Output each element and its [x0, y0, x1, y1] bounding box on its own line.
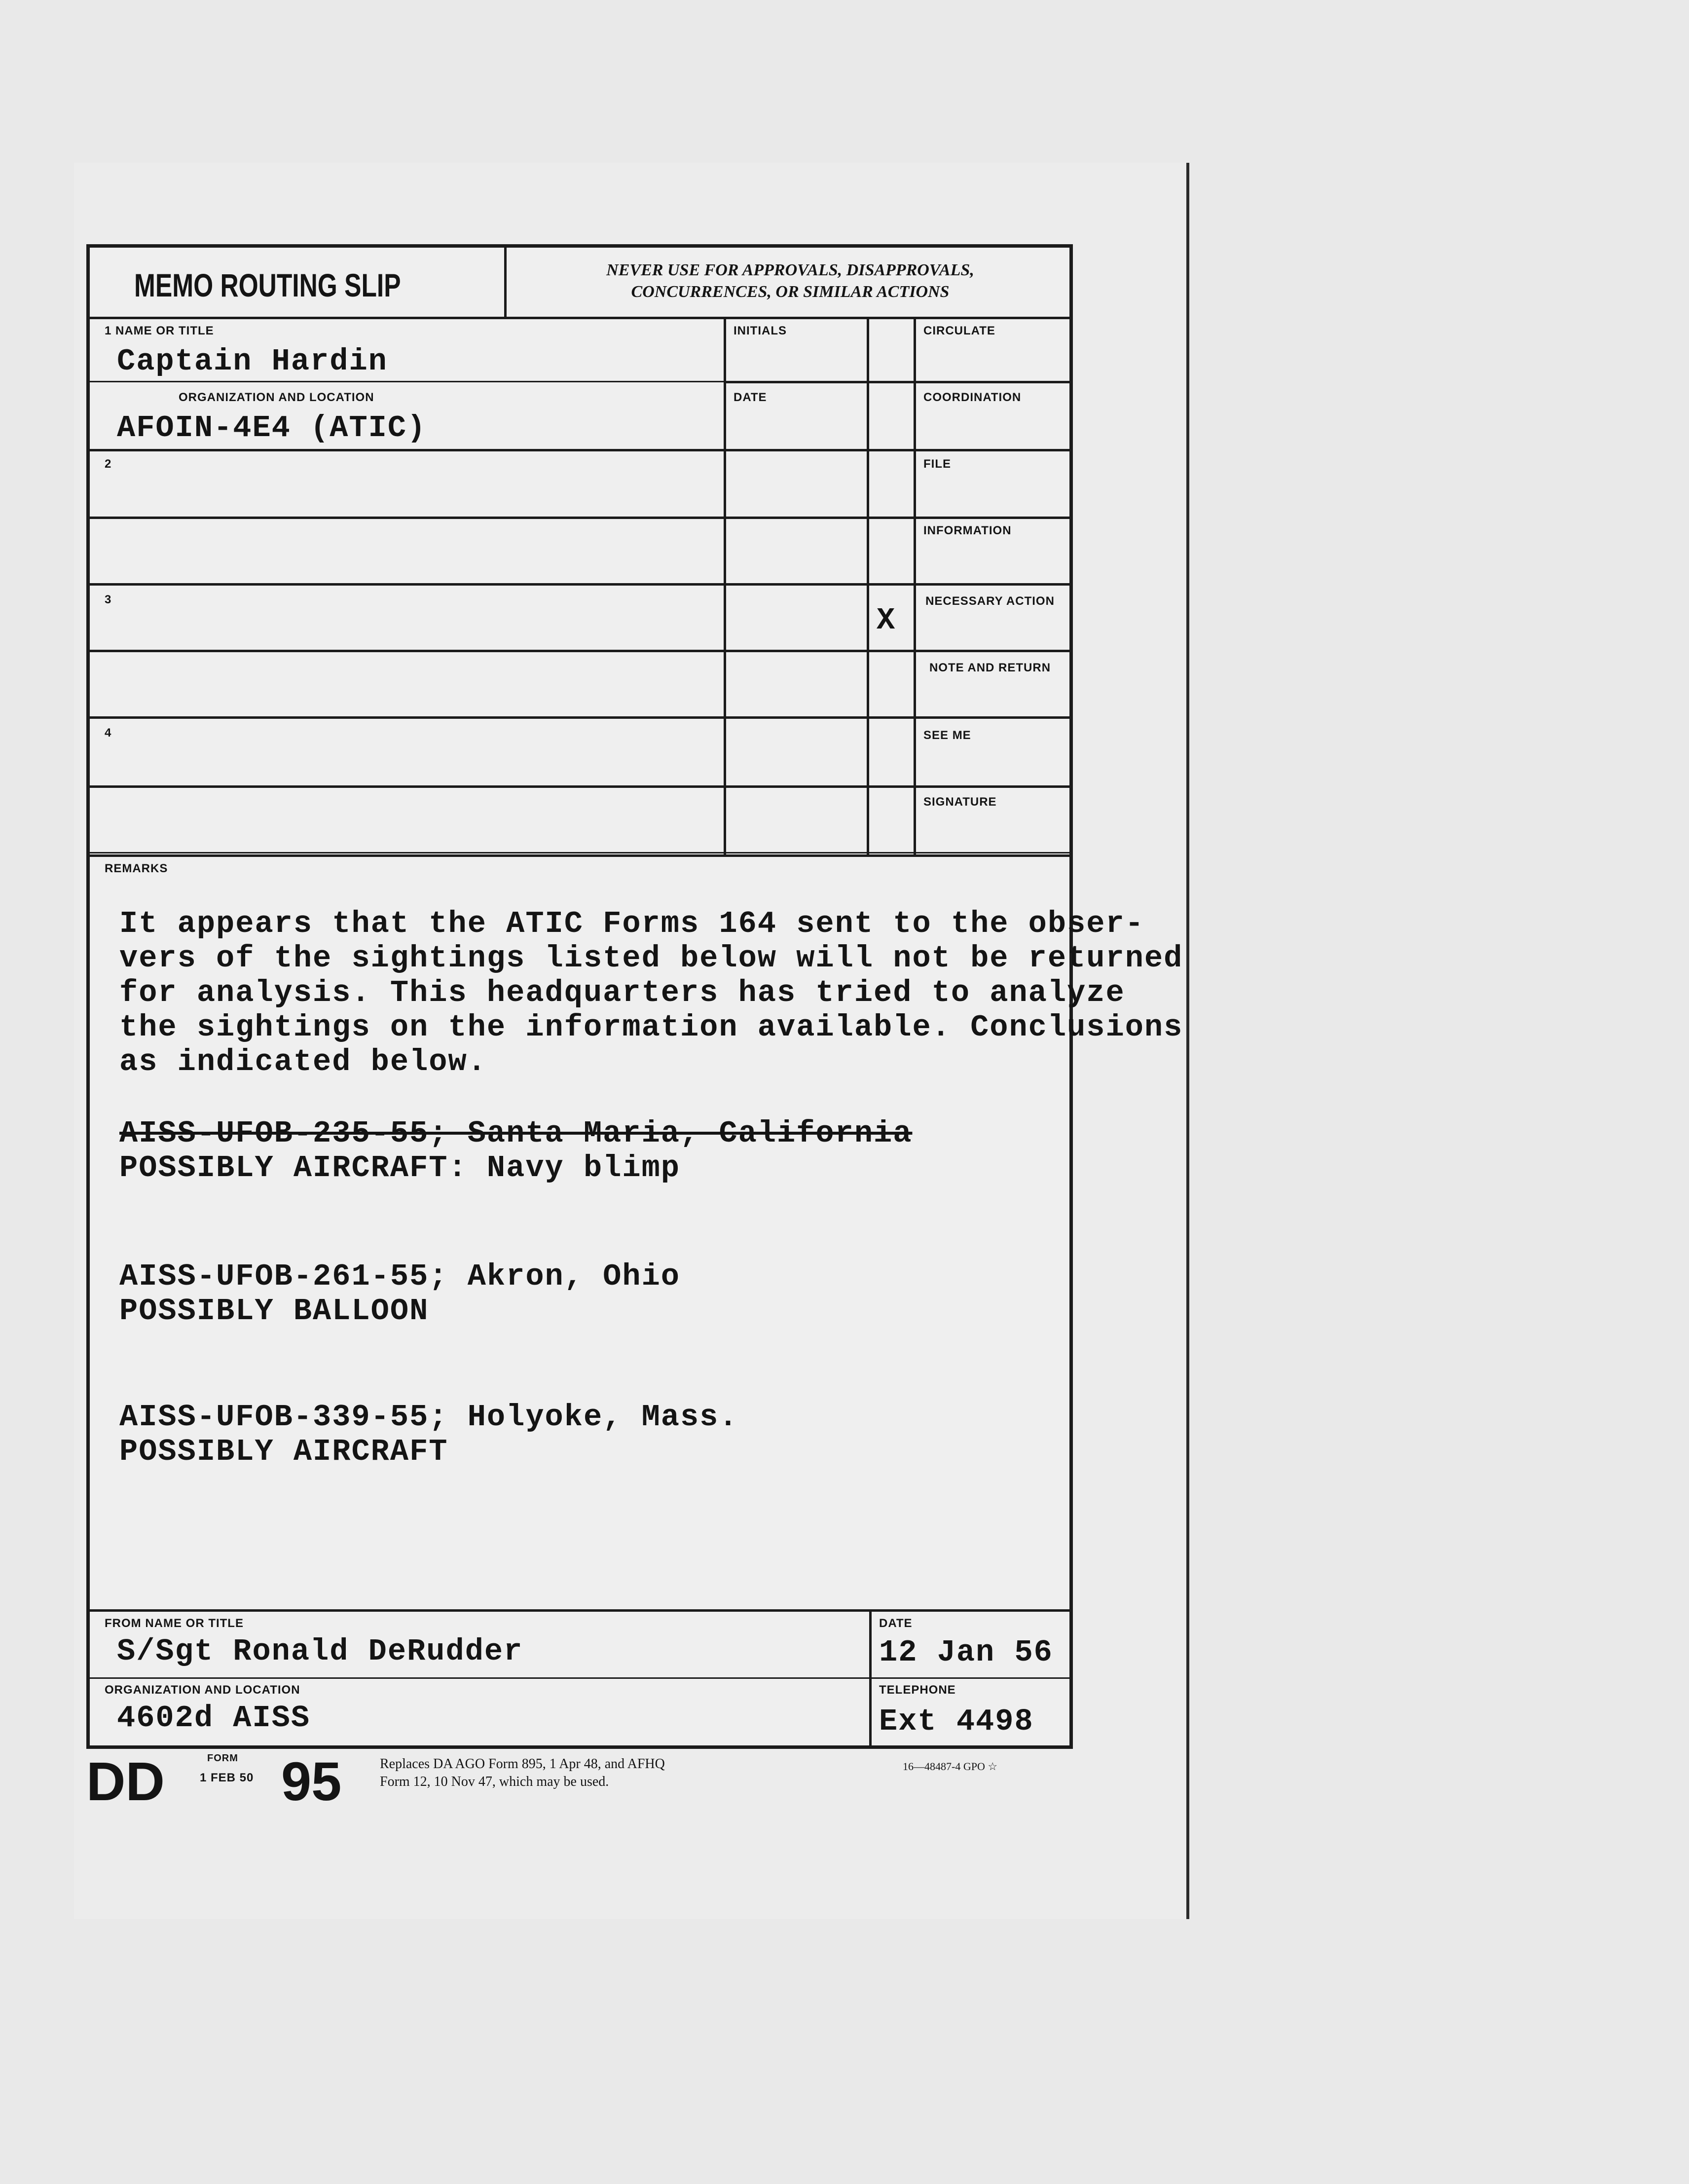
action-information: INFORMATION	[923, 524, 1012, 537]
organization-label: ORGANIZATION AND LOCATION	[179, 391, 374, 404]
remarks-line-4: the sightings on the information available. Conclusions	[119, 1010, 1183, 1045]
memo-routing-slip-form	[86, 244, 1183, 1749]
remarks-line-5: as indicated below.	[119, 1044, 487, 1079]
action-signature: SIGNATURE	[923, 795, 997, 809]
recipient-name: Captain Hardin	[117, 344, 388, 379]
sighting-conclusion-2: POSSIBLY BALLOON	[119, 1294, 429, 1329]
sighting-case-3: AISS-UFOB-339-55; Holyoke, Mass.	[119, 1400, 738, 1435]
form-number: 95	[281, 1751, 342, 1812]
sender-name: S/Sgt Ronald DeRudder	[117, 1634, 523, 1669]
header-notice	[509, 259, 1071, 303]
from-date-column-rule	[869, 1609, 872, 1749]
check-column-left-rule	[867, 317, 869, 854]
check-column-right-rule	[914, 317, 916, 854]
action-file: FILE	[923, 457, 951, 471]
row-rule	[90, 517, 724, 519]
header-notice-line-1: NEVER USE FOR APPROVALS, DISAPPROVALS,	[606, 261, 974, 279]
replaces-line-2: Form 12, 10 Nov 47, which may be used.	[380, 1774, 609, 1789]
from-top-rule	[90, 1609, 1071, 1612]
form-label: FORM	[207, 1753, 238, 1764]
remarks-top-rule	[90, 854, 1071, 857]
from-organization-label: ORGANIZATION AND LOCATION	[105, 1683, 300, 1697]
necessary-action-checkmark: X	[877, 603, 896, 638]
remarks-label: REMARKS	[105, 862, 168, 875]
remarks-line-3: for analysis. This headquarters has tried to analyze	[119, 975, 1125, 1010]
sighting-case-1: AISS-UFOB-235-55; Santa Maria, California	[119, 1116, 913, 1151]
initials-column-rule	[724, 317, 726, 854]
row-rule	[724, 449, 1071, 451]
sighting-conclusion-3: POSSIBLY AIRCRAFT	[119, 1434, 448, 1469]
from-middle-rule	[90, 1677, 1071, 1679]
sighting-conclusion-1: POSSIBLY AIRCRAFT: Navy blimp	[119, 1150, 680, 1185]
form-date: 1 FEB 50	[200, 1771, 254, 1784]
action-circulate: CIRCULATE	[923, 324, 995, 337]
row-rule	[90, 650, 1071, 652]
telephone-label: TELEPHONE	[879, 1683, 956, 1697]
row-rule	[90, 381, 724, 382]
name-label: 1 NAME OR TITLE	[105, 324, 214, 337]
row-rule	[724, 381, 1071, 383]
header-notice-line-2: CONCURRENCES, OR SIMILAR ACTIONS	[631, 283, 950, 301]
remarks-line-2: vers of the sightings listed below will not be returned	[119, 941, 1183, 976]
header-divider	[504, 248, 507, 317]
action-coordination: COORDINATION	[923, 391, 1022, 404]
row-4-label: 4	[105, 726, 112, 740]
action-see-me: SEE ME	[923, 729, 971, 742]
sender-telephone: Ext 4498	[879, 1704, 1034, 1739]
sender-date: 12 Jan 56	[879, 1635, 1053, 1670]
row-rule	[90, 583, 1071, 586]
row-rule	[90, 716, 1071, 719]
row-3-label: 3	[105, 593, 112, 606]
dd-form-prefix: DD	[86, 1751, 165, 1812]
print-code: 16—48487-4 GPO ☆	[903, 1760, 998, 1773]
form-title: MEMO ROUTING SLIP	[134, 267, 401, 303]
date-label: DATE	[734, 391, 767, 404]
sender-organization: 4602d AISS	[117, 1701, 311, 1736]
remarks-line-1: It appears that the ATIC Forms 164 sent to the obser-	[119, 906, 1144, 941]
replaces-line-1: Replaces DA AGO Form 895, 1 Apr 48, and AFHQ	[380, 1756, 665, 1772]
from-name-label: FROM NAME OR TITLE	[105, 1617, 244, 1630]
initials-label: INITIALS	[734, 324, 787, 337]
recipient-organization: AFOIN-4E4 (ATIC)	[117, 410, 427, 445]
action-necessary-action: NECESSARY ACTION	[925, 594, 1055, 608]
row-rule	[90, 785, 1071, 788]
row-rule	[90, 449, 724, 451]
row-rule	[724, 517, 1071, 519]
row-rule	[90, 852, 1071, 853]
sighting-case-2: AISS-UFOB-261-55; Akron, Ohio	[119, 1259, 680, 1294]
from-date-label: DATE	[879, 1617, 913, 1630]
header-bottom-rule	[90, 317, 1071, 319]
row-2-label: 2	[105, 457, 112, 471]
action-note-and-return: NOTE AND RETURN	[929, 661, 1051, 674]
